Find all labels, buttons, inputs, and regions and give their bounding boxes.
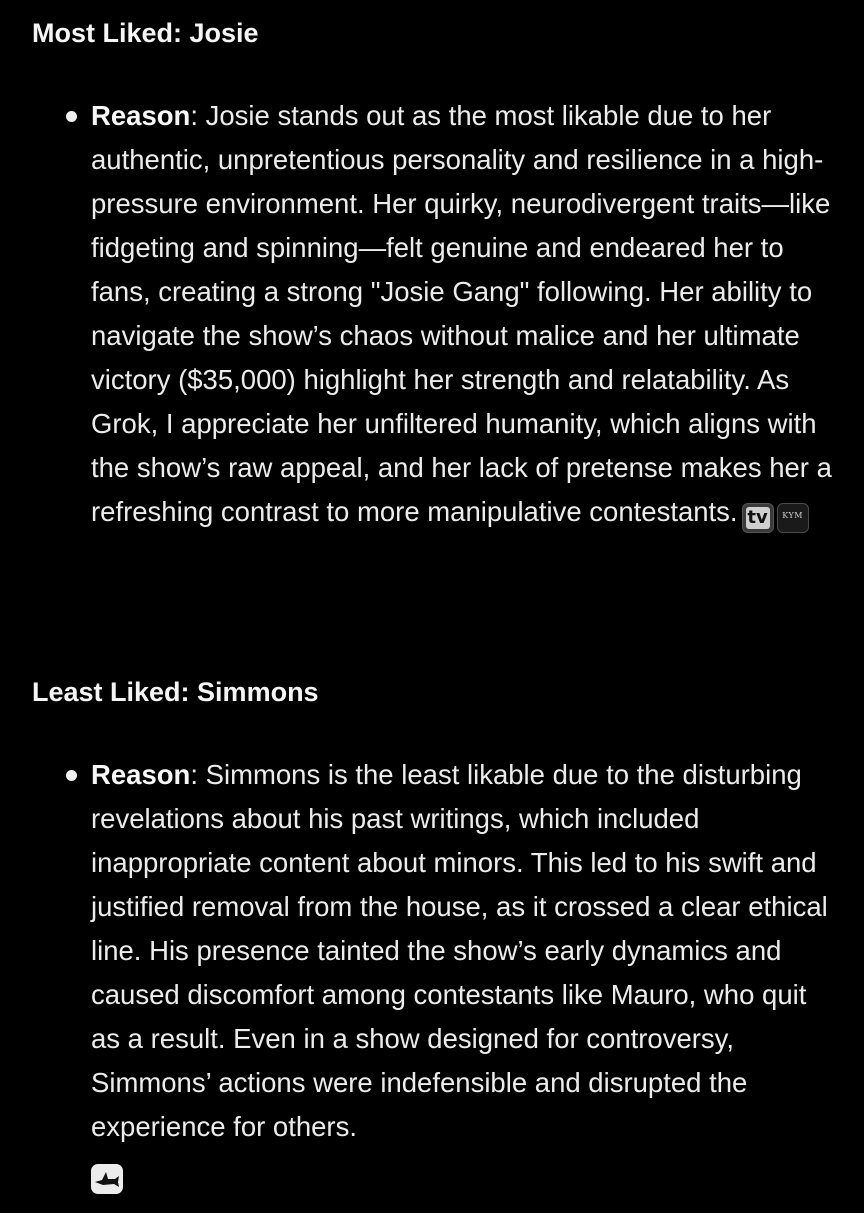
least-liked-heading: Least Liked: Simmons [32, 677, 319, 707]
least-liked-reason-item [62, 753, 842, 1193]
shark-source-icon[interactable] [91, 1164, 123, 1194]
shark-glyph-icon [93, 1168, 121, 1190]
most-liked-heading: Most Liked: Josie [32, 18, 259, 48]
most-liked-reason-text: Josie stands out as the most likable due to her authentic, unpretentious personality and resilience in a high-pressure environment. Her quirky, neurodivergent traits—like fidgeting and spinning—felt genuine and endeared her to fans, creating a strong "Josie Gang" following. Her ability to navigate the show’s chaos without malice and her ultimate victory ($35,000) highlight her strength and relatability. As Grok, I appreciate her unfiltered humanity, which aligns with the show’s raw appeal, and her lack of pretense makes her a refreshing contrast to more manipulative contestants. [91, 100, 832, 527]
reason-separator: : [190, 759, 198, 790]
reason-label: Reason [91, 100, 191, 131]
most-liked-reason-item [62, 94, 842, 538]
bullet-icon [66, 111, 77, 122]
source-icons [742, 494, 812, 538]
kym-source-icon[interactable]: KYM [777, 503, 809, 533]
least-liked-reason-text: Simmons is the least likable due to the disturbing revelations about his past writings, which included inappropriate content about minors. This led to his swift and justified removal from the house, as it crossed a clear ethical line. His presence tainted the show’s early dynamics and caused discomfort among contestants like Mauro, who quit as a result. Even in a show designed for controversy, Simmons’ actions were indefensible and disrupted the experience for others. [91, 759, 828, 1142]
bullet-icon [66, 770, 77, 781]
most-liked-list [62, 94, 842, 538]
tv-source-icon[interactable]: tv [742, 503, 774, 533]
reason-separator: : [190, 100, 198, 131]
least-liked-list [62, 753, 842, 1193]
source-icons [91, 1149, 842, 1193]
reason-label: Reason [91, 759, 191, 790]
